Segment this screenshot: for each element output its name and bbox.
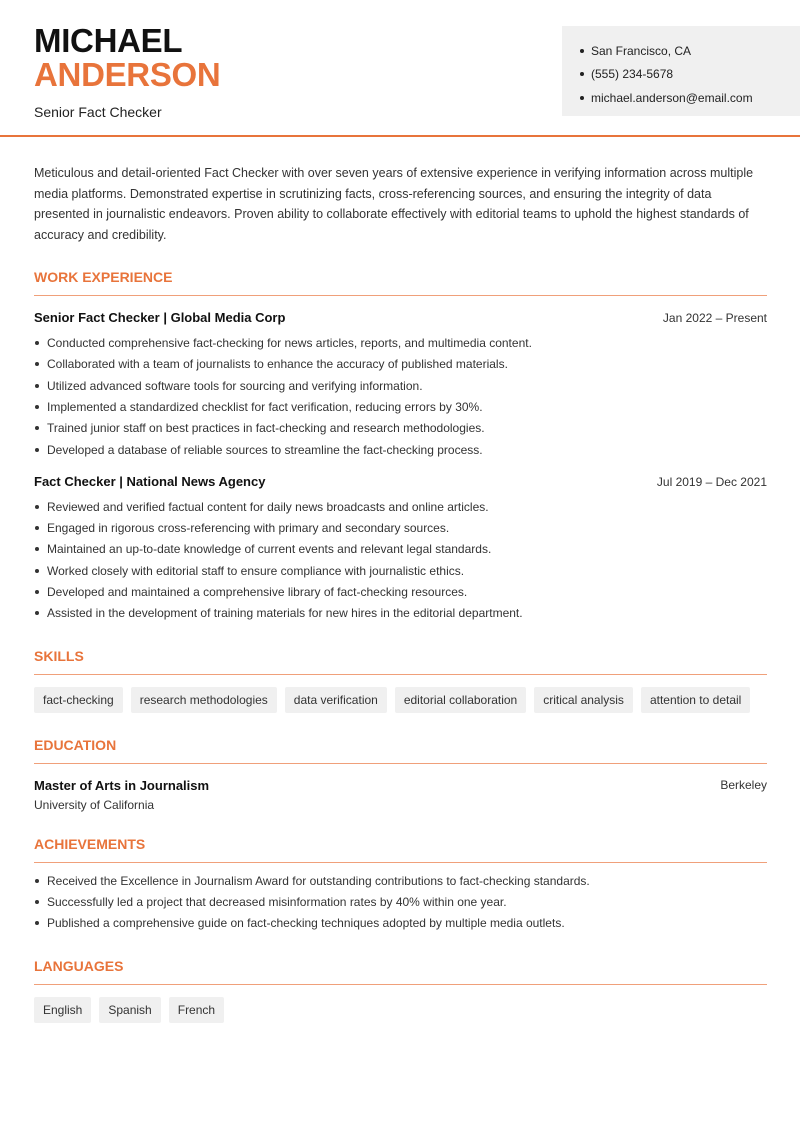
language-chip: Spanish xyxy=(99,997,160,1023)
bullet-text: Conducted comprehensive fact-checking for news articles, reports, and multimedia content. xyxy=(47,336,532,351)
bullet-icon xyxy=(35,547,39,551)
bullet-icon xyxy=(35,921,39,925)
bullet-text: Received the Excellence in Journalism Award for outstanding contributions to fact-checking standards. xyxy=(47,873,590,888)
bullet-icon xyxy=(35,405,39,409)
list-item xyxy=(34,375,767,396)
list-item xyxy=(34,418,767,439)
skill-chip: editorial collaboration xyxy=(395,687,526,713)
bullet-icon xyxy=(35,590,39,594)
bullet-icon xyxy=(580,72,584,76)
skill-chip: attention to detail xyxy=(641,687,750,713)
job-header xyxy=(34,310,767,325)
list-item xyxy=(34,913,767,934)
bullet-icon xyxy=(580,49,584,53)
list-item xyxy=(34,354,767,375)
skill-chip: fact-checking xyxy=(34,687,123,713)
list-item xyxy=(34,396,767,417)
list-item xyxy=(34,517,767,538)
bullet-icon xyxy=(35,611,39,615)
skill-chip: critical analysis xyxy=(534,687,633,713)
section-title-languages: LANGUAGES xyxy=(34,958,767,985)
bullet-icon xyxy=(35,448,39,452)
bullet-text: Successfully led a project that decreased misinformation rates by 40% within one year. xyxy=(47,894,507,909)
resume-header xyxy=(0,0,800,137)
list-item xyxy=(34,496,767,517)
list-item xyxy=(34,560,767,581)
skills-list xyxy=(34,687,767,713)
bullet-icon xyxy=(35,879,39,883)
list-item xyxy=(34,539,767,560)
bullet-icon xyxy=(35,505,39,509)
location-text: San Francisco, CA xyxy=(591,43,692,58)
education-header xyxy=(34,778,767,793)
email-text[interactable]: michael.anderson@email.com xyxy=(591,90,753,105)
education-school: University of California xyxy=(34,797,155,812)
section-title-skills: SKILLS xyxy=(34,648,767,675)
language-chip: French xyxy=(169,997,224,1023)
bullet-text: Assisted in the development of training materials for new hires in the editorial department. xyxy=(47,606,523,621)
section-title-achievements: ACHIEVEMENTS xyxy=(34,836,767,863)
bullet-icon xyxy=(35,900,39,904)
languages-list xyxy=(34,997,767,1023)
education-location: Berkeley xyxy=(720,777,767,792)
bullet-icon xyxy=(35,526,39,530)
list-item xyxy=(34,332,767,353)
contact-box xyxy=(562,26,800,116)
job-bullets xyxy=(34,496,767,624)
bullet-text: Worked closely with editorial staff to ensure compliance with journalistic ethics. xyxy=(47,563,465,578)
bullet-text: Reviewed and verified factual content for daily news broadcasts and online articles. xyxy=(47,499,489,514)
job-bullets xyxy=(34,332,767,460)
resume-body xyxy=(34,163,767,1023)
first-name: MICHAEL xyxy=(34,22,183,59)
list-item xyxy=(34,603,767,624)
bullet-icon xyxy=(35,569,39,573)
contact-email[interactable] xyxy=(580,86,800,110)
contact-phone xyxy=(580,63,800,87)
bullet-text: Developed and maintained a comprehensive library of fact-checking resources. xyxy=(47,584,468,599)
bullet-text: Utilized advanced software tools for sourcing and verifying information. xyxy=(47,378,423,393)
achievements-list xyxy=(34,870,767,934)
bullet-text: Engaged in rigorous cross-referencing with primary and secondary sources. xyxy=(47,521,450,536)
skill-chip: data verification xyxy=(285,687,387,713)
job-dates: Jul 2019 – Dec 2021 xyxy=(656,475,767,490)
bullet-icon xyxy=(35,341,39,345)
list-item xyxy=(34,891,767,912)
bullet-icon xyxy=(35,384,39,388)
job-entry xyxy=(34,474,767,624)
section-title-work: WORK EXPERIENCE xyxy=(34,269,767,296)
bullet-icon xyxy=(580,96,584,100)
language-chip: English xyxy=(34,997,91,1023)
list-item xyxy=(34,870,767,891)
skill-chip: research methodologies xyxy=(131,687,277,713)
section-title-education: EDUCATION xyxy=(34,737,767,764)
list-item xyxy=(34,439,767,460)
phone-text: (555) 234-5678 xyxy=(591,67,674,82)
bullet-icon xyxy=(35,362,39,366)
job-role: Senior Fact Checker | Global Media Corp xyxy=(34,310,286,326)
job-header xyxy=(34,474,767,489)
job-entry xyxy=(34,310,767,460)
bullet-text: Collaborated with a team of journalists to enhance the accuracy of published materials. xyxy=(47,357,508,372)
bullet-text: Maintained an up-to-date knowledge of current events and relevant legal standards. xyxy=(47,542,492,557)
last-name: ANDERSON xyxy=(34,56,221,93)
name-block xyxy=(34,24,220,120)
job-role: Fact Checker | National News Agency xyxy=(34,474,266,490)
education-degree: Master of Arts in Journalism xyxy=(34,777,210,793)
summary: Meticulous and detail-oriented Fact Checker with over seven years of extensive experience in verifying information across multiple media platforms. Demonstrated expertise in scrutinizing facts, cross-referencing sources, and ensuring the integrity of data presented in journalistic endeavors. Proven ability to collaborate effectively with editorial teams to uphold the highest standards of accuracy and credibility. xyxy=(34,166,754,242)
bullet-text: Developed a database of reliable sources to streamline the fact-checking process. xyxy=(47,442,483,457)
contact-location xyxy=(580,39,800,63)
job-title: Senior Fact Checker xyxy=(34,104,162,120)
job-dates: Jan 2022 – Present xyxy=(662,311,767,326)
list-item xyxy=(34,581,767,602)
bullet-text: Published a comprehensive guide on fact-checking techniques adopted by multiple media outlets. xyxy=(47,916,565,931)
bullet-icon xyxy=(35,426,39,430)
bullet-text: Trained junior staff on best practices in fact-checking and research methodologies. xyxy=(47,421,485,436)
bullet-text: Implemented a standardized checklist for fact verification, reducing errors by 30%. xyxy=(47,399,483,414)
